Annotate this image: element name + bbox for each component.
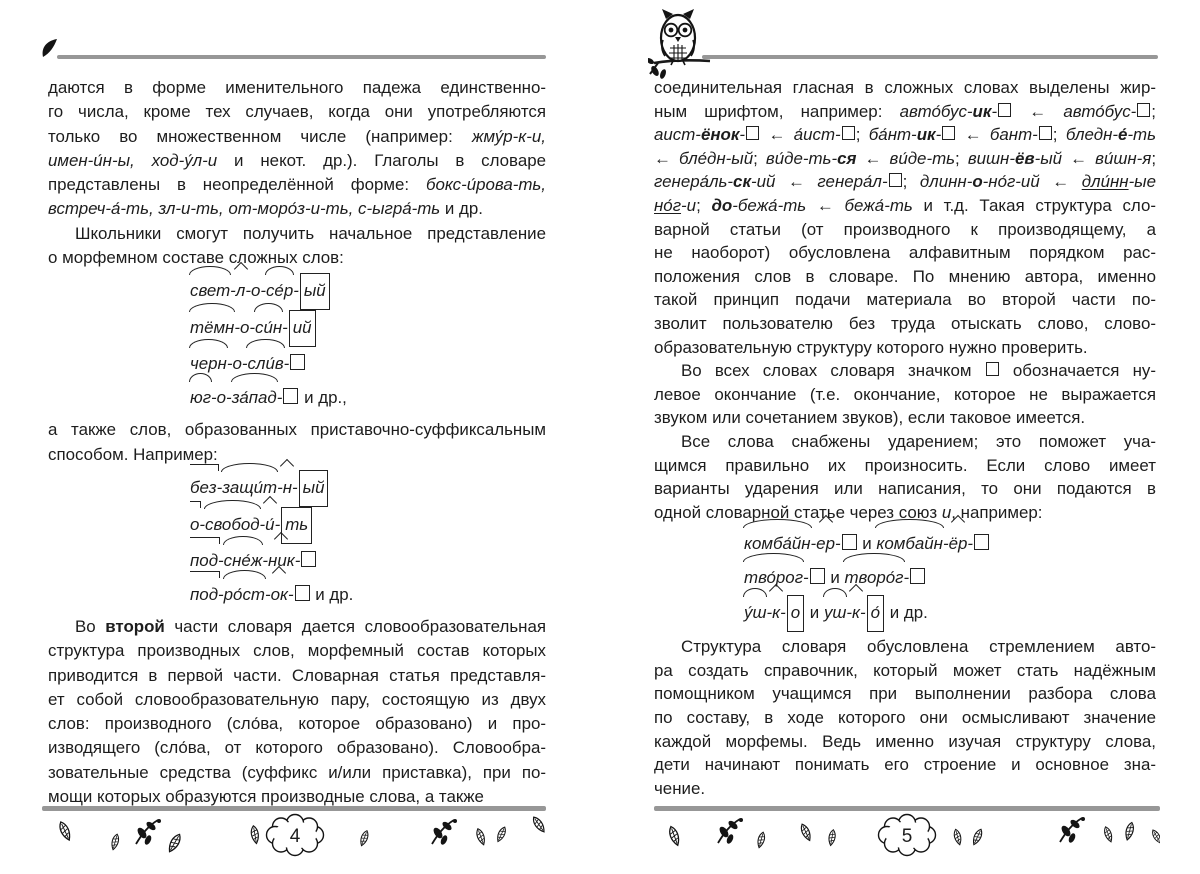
text-segment: -но́г-ий (982, 172, 1040, 192)
text-line (654, 730, 1156, 754)
morpheme-root: юг (190, 381, 211, 415)
zero-ending-box (810, 568, 825, 584)
text-segment: обозначается ну- (999, 361, 1156, 381)
text-segment: до (711, 195, 733, 215)
morpheme-end: ый (299, 470, 329, 507)
text-line (48, 418, 546, 442)
text-segment: ви́шн-я (1095, 148, 1152, 168)
morpheme-end: о (787, 595, 804, 632)
text-segment: мощи которых образуются производные слова, а также (48, 787, 484, 807)
text-segment: ; (902, 172, 920, 192)
morpheme-root: сне́ж (224, 544, 263, 578)
text-segment: - (218, 550, 224, 570)
text-line (48, 100, 546, 124)
text-line (48, 712, 546, 736)
text-segment: -ий (751, 172, 776, 192)
text-line (654, 76, 1156, 100)
text-segment: Школьники смогут получить начальное представление (75, 223, 546, 243)
text-line (654, 123, 1156, 147)
text-segment: - (942, 534, 949, 554)
text-segment: - (274, 514, 281, 534)
morpheme-suf: ёр (949, 527, 968, 561)
text-line (654, 706, 1156, 730)
morpheme-root: творо́г (844, 561, 903, 595)
morpheme-root: черн (190, 347, 227, 381)
morph-line (744, 527, 1156, 561)
morpheme-suf: к (852, 596, 860, 630)
morpheme-root: тво́рог (744, 561, 803, 595)
text-segment: - (810, 534, 817, 554)
text-segment: ← (856, 148, 890, 168)
text-line (654, 336, 1156, 360)
text-line (48, 639, 546, 663)
paragraph (654, 635, 1156, 800)
text-line (654, 659, 1156, 683)
text-segment: ← (654, 148, 679, 168)
morpheme-diagram (190, 470, 546, 612)
text-segment: - (834, 534, 841, 554)
text-segment: и т.д. Такая структура сло- (912, 195, 1156, 215)
text-segment: - (282, 318, 288, 338)
morpheme-suf: к (772, 596, 780, 630)
text-segment: а́ист- (793, 125, 841, 145)
text-segment: -ый (1034, 148, 1063, 168)
text-segment: такой принцип подачи материала во второй части по- (654, 290, 1156, 310)
text-segment: ; (1052, 125, 1066, 145)
zero-ending-box (889, 173, 902, 187)
text-segment: бежа́-ть (844, 195, 913, 215)
morpheme-suf: ер (816, 527, 835, 561)
zero-ending-box (290, 354, 305, 370)
morpheme-root: сли́в (247, 347, 283, 381)
text-segment: - (293, 281, 299, 301)
text-line (654, 288, 1156, 312)
text-segment: и др. (310, 584, 354, 604)
text-segment: а также слов, образованных приставочно-суффиксальным (48, 420, 546, 440)
text-line (48, 664, 546, 688)
text-segment: Структура словаря обусловлена стремлением авто- (681, 637, 1156, 657)
zero-ending-box (746, 126, 759, 140)
text-line (48, 76, 546, 100)
text-segment: е́ (1118, 125, 1128, 145)
text-segment: - (846, 603, 853, 623)
text-segment: образовательную структуру которого нужно проверить. (654, 337, 1088, 357)
paragraph (654, 430, 1156, 524)
text-segment: варной статьи (от производного к производящему, а (654, 219, 1156, 239)
text-segment: - (259, 514, 266, 534)
morph-line (744, 561, 1156, 595)
morpheme-root: се́р (266, 274, 293, 308)
text-line (48, 173, 546, 197)
text-segment: по составу, в ходе которого они осмысливают значение (654, 708, 1156, 728)
morpheme-root: за́пад (232, 381, 277, 415)
text-segment: положения слов в словаре. По мнению автора, именно (654, 266, 1156, 286)
text-segment: ; (696, 195, 712, 215)
zero-ending-box (295, 585, 310, 601)
bottom-rule-left (42, 806, 546, 811)
zero-ending-box (301, 551, 316, 567)
text-segment: ← (1062, 148, 1096, 168)
text-segment: ; (753, 148, 766, 168)
text-segment: го числа, кроме тех случаев, когда они употребляются (48, 102, 546, 122)
text-segment: ви́де-ть (889, 148, 956, 168)
text-segment: бледн- (1065, 125, 1119, 145)
text-segment: ви́де-ть- (765, 148, 838, 168)
morpheme-root: тёмн (190, 311, 234, 345)
text-line (48, 246, 546, 270)
text-segment: дети начинают понимать его строение и основное зна- (654, 755, 1156, 775)
morpheme-suf: л (236, 274, 246, 308)
text-segment: не наоборот) обусловлена алфавитным порядком рас- (654, 243, 1156, 263)
text-segment: бант- (989, 125, 1038, 145)
text-segment: - (860, 603, 866, 623)
text-line (48, 688, 546, 712)
owl-icon (648, 6, 712, 82)
text-segment: - (216, 477, 223, 497)
morpheme-suf: н (283, 471, 292, 505)
text-line (654, 477, 1156, 501)
text-segment: - (903, 568, 910, 588)
text-line (48, 761, 546, 785)
text-segment: встреч-а́-ть, зл-и-ть, от-моро́з-и-ть, с-ыгра́-ть (48, 199, 441, 219)
zero-ending-box (974, 534, 989, 550)
text-segment: бокс-и́рова-ть, (425, 175, 546, 195)
text-segment: - (264, 584, 271, 604)
text-segment: щимся правильно их произносить. Если слово имеет (654, 455, 1156, 475)
text-line (654, 147, 1156, 171)
text-segment: генера́л- (817, 172, 888, 192)
text-line (654, 383, 1156, 407)
text-line (654, 265, 1156, 289)
morpheme-diagram (744, 527, 1156, 632)
text-segment: - (935, 125, 942, 145)
text-segment: - (739, 125, 746, 145)
text-segment: ёв (1014, 148, 1035, 168)
morpheme-root: свобод (205, 508, 260, 542)
text-line (48, 443, 546, 467)
text-segment: ← (775, 172, 818, 192)
text-segment: зволит пользователю без труда отыскать слово, слово- (654, 313, 1156, 333)
morpheme-root: си́н (255, 311, 282, 345)
paragraph (48, 418, 546, 467)
zero-ending-box (283, 388, 298, 404)
text-line (654, 218, 1156, 242)
footer-ornaments-left (42, 812, 548, 870)
morpheme-pre: без (190, 471, 217, 505)
zero-ending-box (842, 534, 857, 550)
text-segment: -о- (234, 318, 255, 338)
text-column-left (48, 76, 546, 809)
morpheme-end: ый (300, 273, 330, 310)
text-segment: -о- (226, 354, 248, 374)
bottom-rule-right (654, 806, 1160, 811)
text-segment: зовательные средства (суффикс и/или приставка), при по- (48, 762, 546, 782)
text-segment: ным шрифтом, например: (654, 101, 900, 121)
paragraph (654, 359, 1156, 430)
morpheme-end: о́ (867, 595, 884, 632)
text-segment: -ть (1127, 125, 1157, 145)
footer-ornaments-right (654, 812, 1160, 870)
morpheme-end: ий (289, 310, 316, 347)
zero-ending-box (986, 362, 999, 376)
text-line (654, 406, 1156, 430)
text-line (654, 682, 1156, 706)
morpheme-root: свет (190, 274, 230, 308)
text-line (654, 753, 1156, 777)
text-segment: ← (956, 125, 990, 145)
text-segment: -о- (245, 281, 266, 301)
text-segment: ра создать справочник, который может стать надёжным (654, 660, 1156, 680)
text-segment: ; (1151, 101, 1156, 121)
zero-ending-box (1137, 103, 1150, 117)
text-segment: - (294, 550, 301, 570)
page-number-cloud-left (267, 815, 324, 856)
morph-line (190, 273, 546, 310)
text-line (654, 241, 1156, 265)
text-segment: , например: (951, 502, 1043, 522)
text-segment: ся (837, 148, 857, 168)
text-segment: - (780, 603, 786, 623)
text-line (654, 777, 1156, 801)
morpheme-root: комба́йн (744, 527, 811, 561)
zero-ending-box (842, 126, 855, 140)
paragraph (48, 615, 546, 809)
zero-ending-box (998, 103, 1011, 117)
text-segment: -о- (211, 388, 232, 408)
text-line (654, 170, 1156, 194)
text-line (654, 454, 1156, 478)
text-segment: Все слова снабжены ударением; это поможет уча- (681, 431, 1156, 451)
text-segment: - (766, 603, 773, 623)
text-line (48, 197, 546, 221)
text-segment: структура производных слов, морфемный состав которых (48, 641, 546, 661)
morpheme-diagram (190, 273, 546, 415)
text-segment: ← (1012, 101, 1064, 121)
morpheme-suf: ник (268, 544, 295, 578)
text-segment: и др., (299, 388, 347, 408)
text-segment: - (803, 568, 809, 588)
morpheme-root: защи́т (222, 471, 277, 505)
text-segment: варианты ударения или написания, то они подаются в (654, 479, 1156, 499)
text-segment: -ые (1128, 172, 1157, 192)
text-line (48, 222, 546, 246)
text-segment: - (276, 388, 283, 408)
text-segment: -и (681, 195, 697, 215)
morph-line (190, 381, 546, 415)
morpheme-root: у́ш (744, 596, 766, 630)
text-segment: ; (955, 148, 968, 168)
text-segment: и (805, 603, 824, 623)
text-line (48, 149, 546, 173)
text-segment: длинн- (919, 172, 973, 192)
text-line (654, 359, 1156, 383)
text-segment: ; (1151, 148, 1157, 168)
text-segment: ик (972, 101, 992, 121)
text-segment: - (991, 101, 998, 121)
zero-ending-box (910, 568, 925, 584)
text-segment: и (941, 502, 952, 522)
top-rule-left (57, 55, 546, 59)
text-line (654, 312, 1156, 336)
morpheme-pre: под (190, 578, 218, 612)
text-segment: - (262, 550, 269, 570)
text-segment: ск (733, 172, 752, 192)
text-segment: но́г (654, 195, 682, 215)
page-number-left: 4 (289, 826, 301, 847)
text-line (654, 100, 1156, 124)
morph-line (190, 310, 546, 347)
text-segment: ба́нт- (868, 125, 917, 145)
text-segment: ёнок (700, 125, 740, 145)
text-segment: и некот. др.). Глаголы в словаре (217, 150, 546, 170)
morpheme-end: ть (281, 507, 312, 544)
text-segment: и др. (885, 603, 928, 623)
text-segment: помощником учащимся при выполнении разбора слова (654, 684, 1156, 704)
text-segment: о морфемном составе сложных слов: (48, 248, 344, 268)
text-segment: - (218, 584, 224, 604)
text-segment: авто́бус- (1063, 101, 1137, 121)
text-segment: ; (855, 125, 869, 145)
morpheme-pre: под (190, 544, 218, 578)
text-segment: ← (760, 125, 794, 145)
paragraph (48, 222, 546, 271)
morpheme-suf: ок (271, 578, 288, 612)
text-segment: ← (1039, 172, 1082, 192)
text-segment: аист- (654, 125, 701, 145)
text-line (48, 736, 546, 760)
text-line (48, 125, 546, 149)
text-segment: - (230, 281, 236, 301)
page-number-right: 5 (901, 826, 913, 847)
text-segment: дли́нн (1081, 172, 1129, 192)
text-column-right (654, 76, 1156, 800)
text-segment: - (292, 477, 298, 497)
text-segment: части словаря дается словообразовательная (164, 616, 546, 636)
text-segment: соединительная гласная в сложных словах выделены жир- (654, 78, 1156, 97)
text-segment: Во всех словах словаря значком (681, 361, 985, 381)
text-segment: - (967, 534, 974, 554)
morph-line (190, 578, 546, 612)
text-segment: - (199, 514, 206, 534)
text-line (48, 615, 546, 639)
text-segment: и др. (440, 199, 483, 219)
text-segment: авто́бус- (899, 101, 973, 121)
text-segment: изводящего (сло́ва, от которого образовано). Словообра- (48, 738, 546, 758)
text-segment: и (857, 534, 877, 554)
text-segment: ← (806, 195, 845, 215)
morpheme-suf: и́ (265, 508, 274, 542)
text-segment: генера́ль- (654, 172, 734, 192)
text-segment: - (277, 477, 283, 497)
paragraph (654, 76, 1156, 359)
text-segment: ет собой словообразовательную пару, состоящую из двух (48, 689, 546, 709)
text-segment: только во множественном числе (например: (48, 126, 472, 146)
text-segment: приводится в первой части. Словарная статья представля- (48, 665, 546, 685)
text-segment: -бежа́-ть (732, 195, 807, 215)
text-segment: имен-и́н-ы, ход-у́л-и (48, 150, 218, 170)
text-segment: левое окончание (т.е. окончание, которое не выражается (654, 384, 1156, 404)
text-segment: о (972, 172, 983, 192)
text-segment: бле́дн-ый (678, 148, 754, 168)
paragraph (48, 76, 546, 222)
morpheme-pre: о (190, 508, 199, 542)
morpheme-root: уш (824, 596, 846, 630)
text-segment: слов: производного (сло́ва, которое образовано) и про- (48, 714, 546, 734)
text-line (654, 635, 1156, 659)
text-segment: и (825, 568, 845, 588)
text-segment: чение. (654, 778, 706, 798)
text-segment: вишн- (967, 148, 1015, 168)
top-rule-right (702, 55, 1158, 59)
text-segment: - (287, 584, 294, 604)
text-segment: Во (75, 616, 106, 636)
text-segment: даются в форме именительного падежа единственно- (48, 78, 546, 97)
text-segment: одной словарной статье через союз (654, 502, 942, 522)
text-line (654, 430, 1156, 454)
zero-ending-box (942, 126, 955, 140)
zero-ending-box (1039, 126, 1052, 140)
text-segment: способом. Например: (48, 444, 218, 464)
morph-line (744, 595, 1156, 632)
text-segment: каждой морфемы. Ведь именно изучая структуру слова, (654, 731, 1156, 751)
text-segment: второй (105, 616, 165, 636)
text-segment: ик (916, 125, 936, 145)
text-segment: - (283, 354, 290, 374)
page-number-cloud-right (879, 815, 936, 856)
morpheme-root: ро́ст (224, 578, 265, 612)
text-segment: жму́р-к-и, (471, 126, 546, 146)
morpheme-root: комбайн (876, 527, 943, 561)
text-segment: представлены в неопределённой форме: (48, 175, 426, 195)
text-line (654, 194, 1156, 218)
text-segment: звуком или сочетанием звуков), если таковое имеется. (654, 408, 1086, 428)
